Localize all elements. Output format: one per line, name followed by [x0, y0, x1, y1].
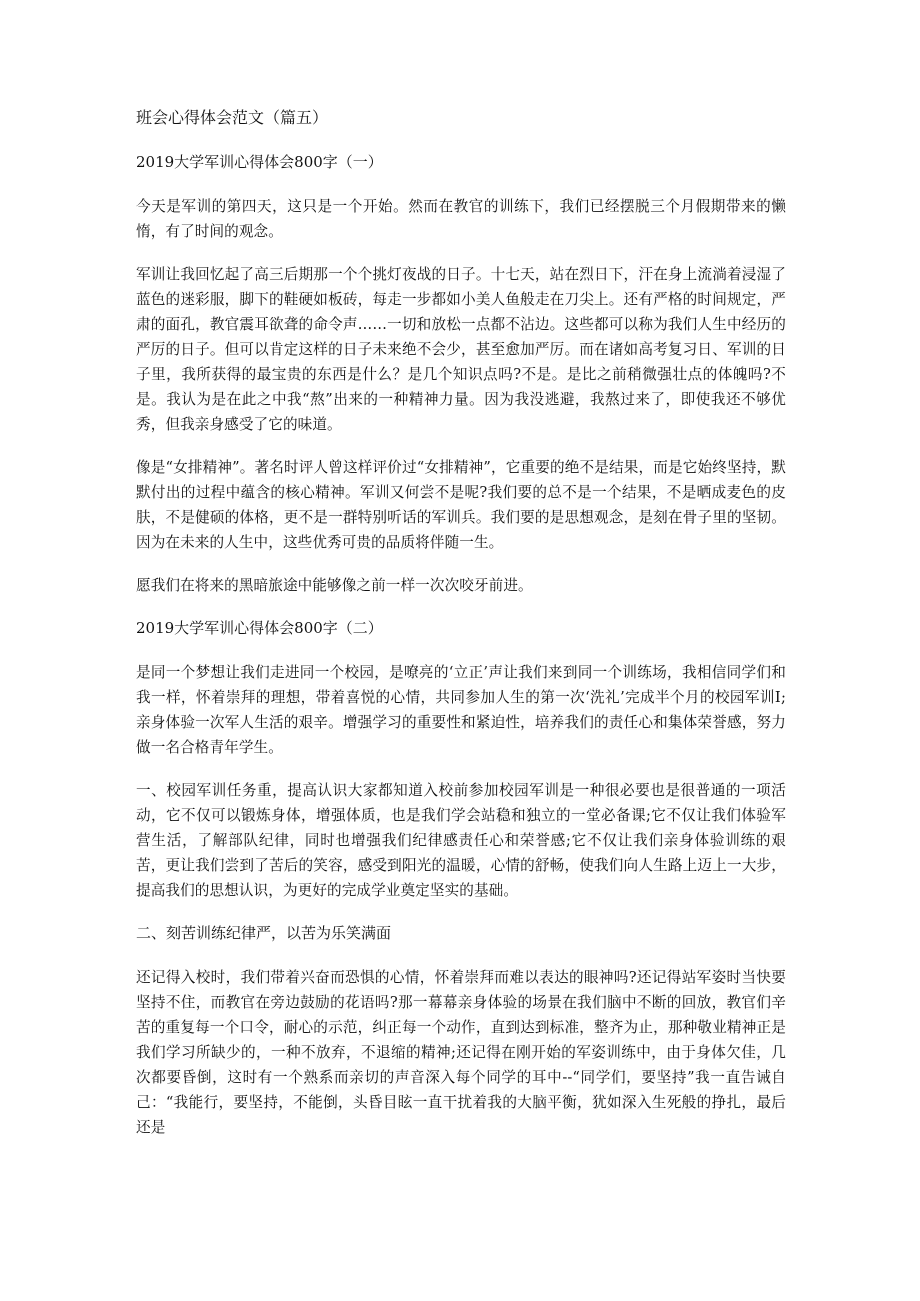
document-title: 班会心得体会范文（篇五）	[136, 108, 329, 127]
paragraph: 还记得入校时，我们带着兴奋而恐惧的心情，怀着崇拜而难以表达的眼神吗?还记得站军姿时当快要坚持不住，而教官在旁边鼓励的花语吗?那一幕幕亲身体验的场景在我们脑中不断的回放，教官们辛苦的重复每一个口令，耐心的示范，纠正每一个动作，直到达到标准，整齐为止，那种敬业精神正是我们学习所缺少的，一种不放弃，不退缩的精神;还记得在刚开始的军姿训练中，由于身体欠佳，几次都要昏倒，这时有一个熟系而亲切的声音深入每个同学的耳中--“同学们，要坚持”我一直告诫自己：“我能行，要坚持，不能倒，头昏目眩一直干扰着我的大脑平衡，犹如深入生死般的挣扎，最后还是	[136, 969, 786, 1136]
document-body	[136, 106, 786, 1158]
section-title-1: 2019大学军训心得体会800字（一）	[136, 153, 383, 171]
section-title-2: 2019大学军训心得体会800字（二）	[136, 619, 383, 637]
paragraph: 一、校园军训任务重，提高认识大家都知道入校前参加校园军训是一种很必要也是很普通的一项活动，它不仅可以锻炼身体，增强体质，也是我们学会站稳和独立的一堂必备课;它不仅让我们体验军营生活，了解部队纪律，同时也增强我们纪律感责任心和荣誉感;它不仅让我们亲身体验训练的艰苦，更让我们尝到了苦后的笑容，感受到阳光的温暖，心情的舒畅，使我们向人生路上迈上一大步，提高我们的思想认识，为更好的完成学业奠定坚实的基础。	[136, 782, 786, 899]
section-title-3: 二、刻苦训练纪律严，以苦为乐笑满面	[136, 924, 392, 942]
paragraph: 愿我们在将来的黑暗旅途中能够像之前一样一次次咬牙前进。	[136, 577, 533, 594]
paragraph: 今天是军训的第四天，这只是一个开始。然而在教官的训练下，我们已经摆脱三个月假期带来的懒惰，有了时间的观念。	[136, 198, 786, 240]
paragraph: 像是“女排精神”。著名时评人曾这样评价过“女排精神”，它重要的绝不是结果，而是它始终坚持，默默付出的过程中蕴含的核心精神。军训又何尝不是呢?我们要的总不是一个结果，不是晒成麦色的皮肤，不是健硕的体格，更不是一群特别听话的军训兵。我们要的是思想观念，是刻在骨子里的坚韧。因为在未来的人生中，这些优秀可贵的品质将伴随一生。	[136, 459, 786, 551]
paragraph: 军训让我回忆起了高三后期那一个个挑灯夜战的日子。十七天，站在烈日下，汗在身上流淌着浸湿了蓝色的迷彩服，脚下的鞋硬如板砖，每走一步都如小美人鱼般走在刀尖上。还有严格的时间规定，严肃的面孔，教官震耳欲聋的命令声……一切和放松一点都不沾边。这些都可以称为我们人生中经历的严厉的日子。但可以肯定这样的日子未来绝不会少，甚至愈加严厉。而在诸如高考复习日、军训的日子里，我所获得的最宝贵的东西是什么？是几个知识点吗?不是。是比之前稍微强壮点的体魄吗?不是。我认为是在此之中我“熬”出来的一种精神力量。因为我没逃避，我熬过来了，即使我还不够优秀，但我亲身感受了它的味道。	[136, 266, 786, 433]
paragraph: 是同一个梦想让我们走进同一个校园，是嘹亮的‘立正’声让我们来到同一个训练场，我相信同学们和我一样，怀着崇拜的理想，带着喜悦的心情，共同参加人生的第一次‘洗礼’完成半个月的校园军训Ⅰ;亲身体验一次军人生活的艰辛。增强学习的重要性和紧迫性，培养我们的责任心和集体荣誉感，努力做一名合格青年学生。	[136, 664, 786, 756]
